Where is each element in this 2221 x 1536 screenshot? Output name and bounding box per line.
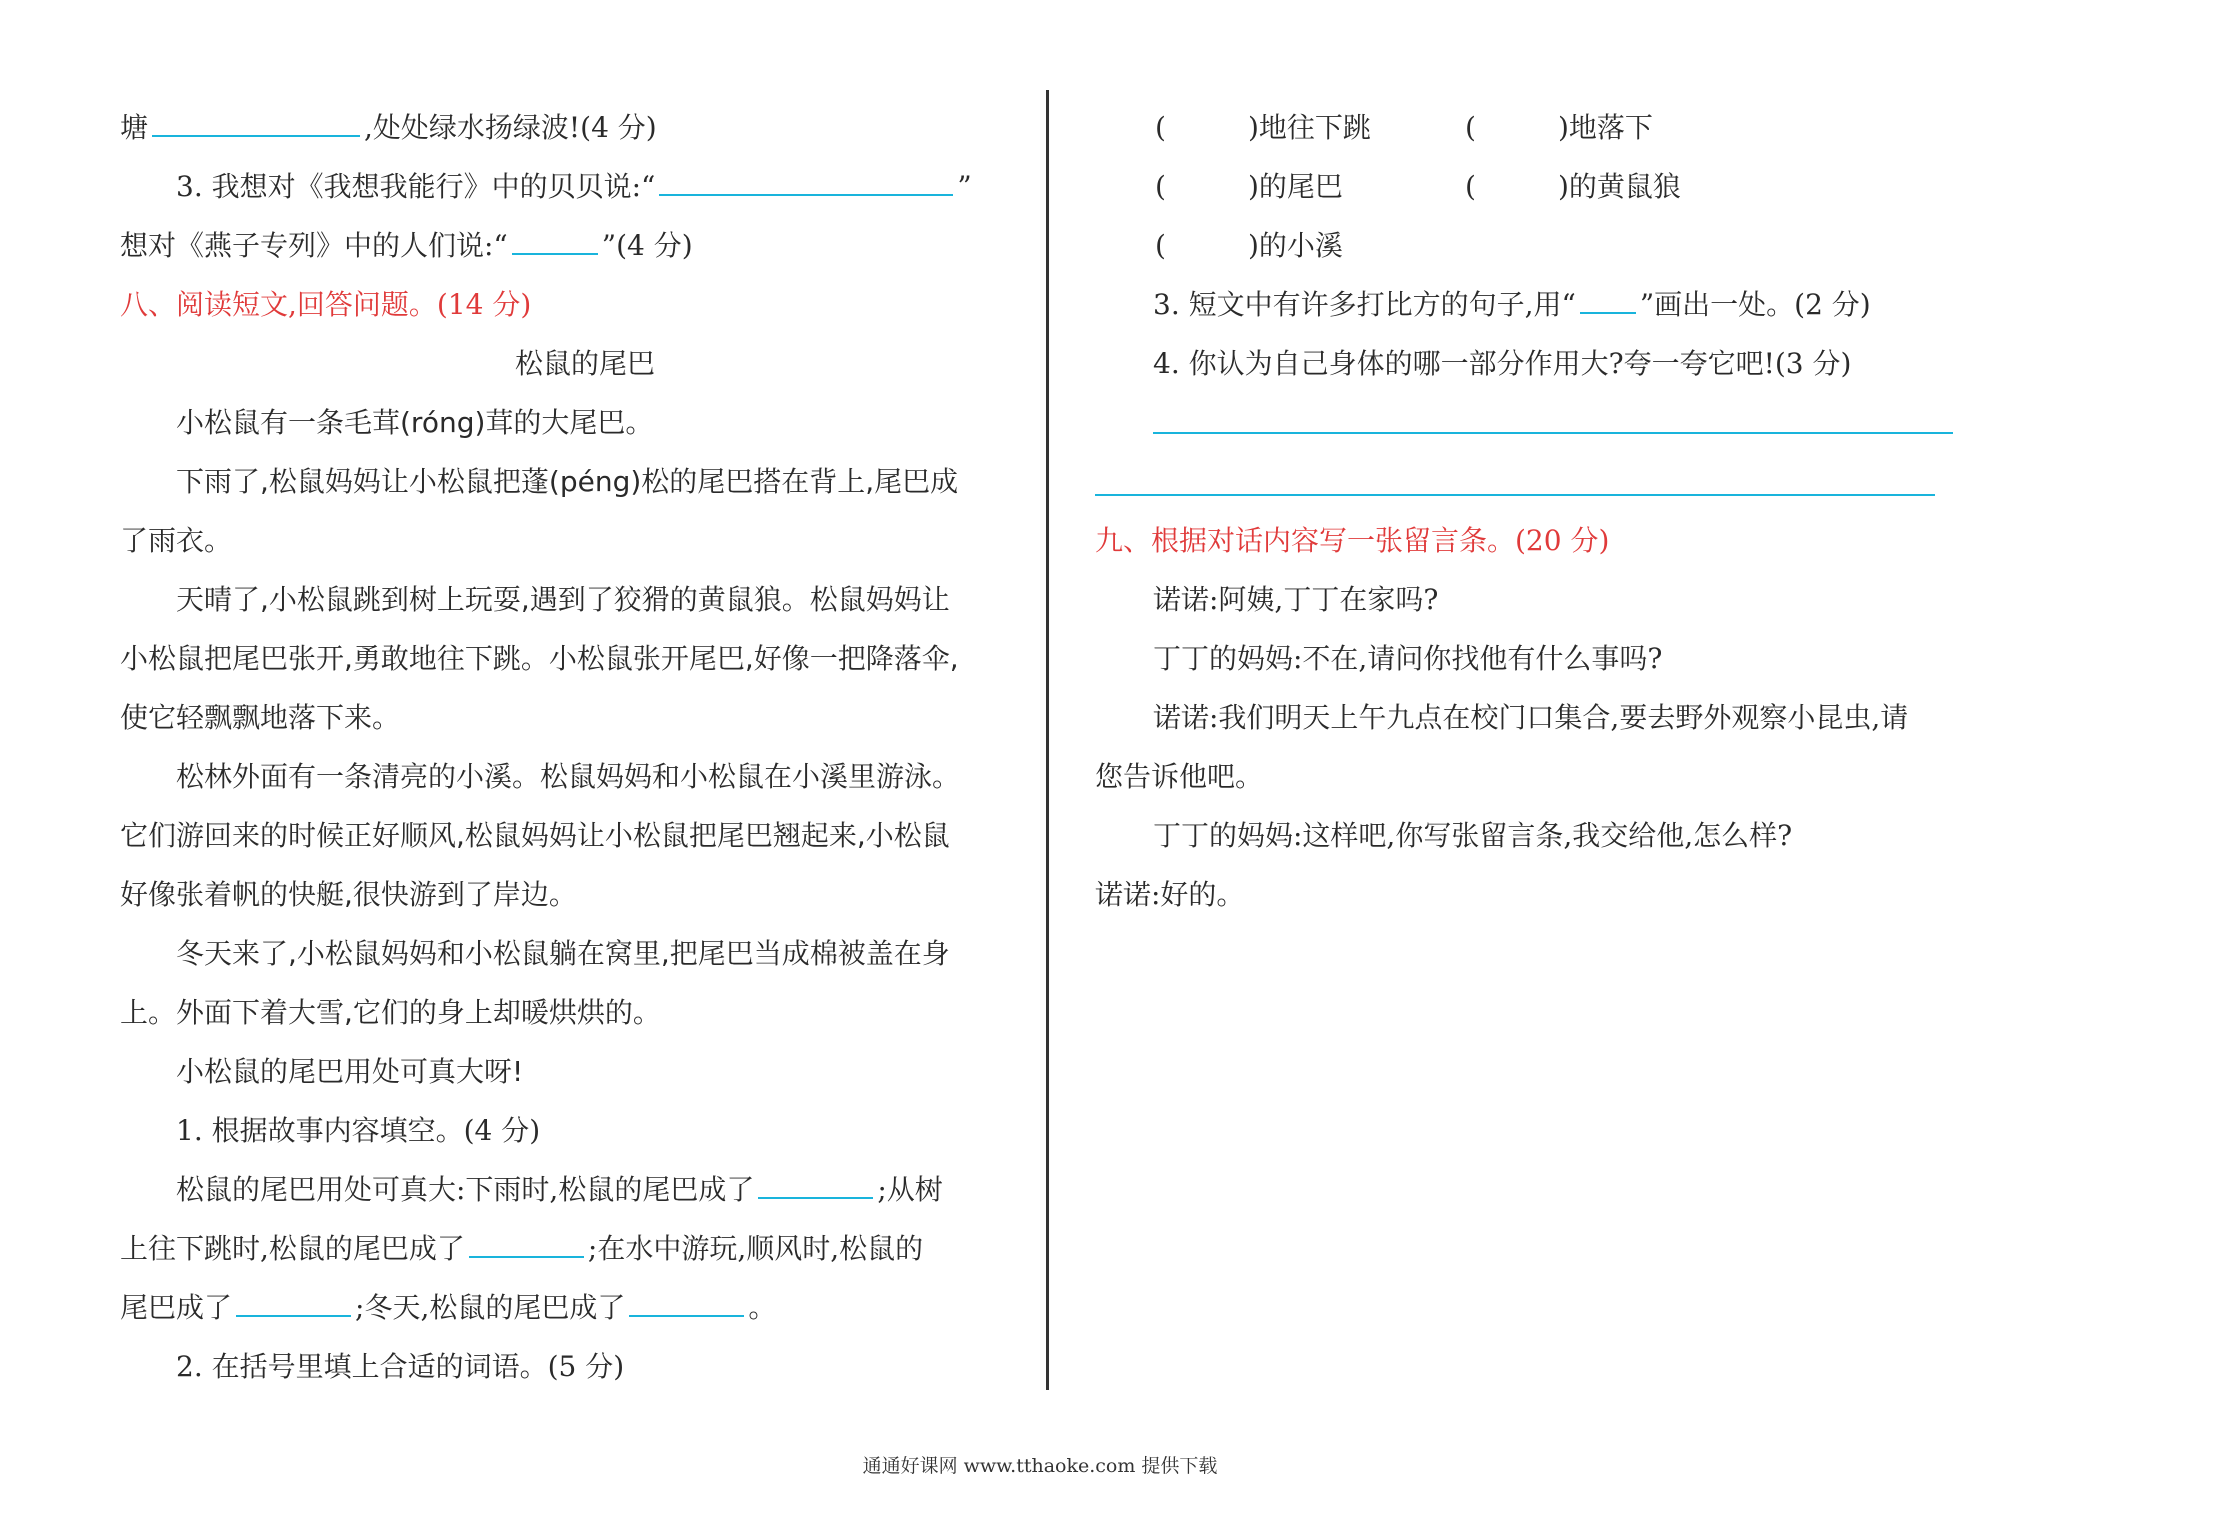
story-paragraph-line: 小松鼠的尾巴用处可真大呀! bbox=[176, 1055, 524, 1088]
story-paragraph-line: 它们游回来的时候正好顺风,松鼠妈妈让小松鼠把尾巴翘起来,小松鼠 bbox=[120, 819, 950, 852]
answer-line[interactable] bbox=[1153, 432, 1953, 434]
story-paragraph-line: 天晴了,小松鼠跳到树上玩耍,遇到了狡猾的黄鼠狼。松鼠妈妈让 bbox=[176, 583, 950, 616]
story-paragraph-line: 小松鼠有一条毛茸(róng)茸的大尾巴。 bbox=[176, 406, 654, 439]
question-3-line-2: 想对《燕子专列》中的人们说:“ ”(4 分) bbox=[120, 229, 693, 262]
dialog-line: 诺诺:好的。 bbox=[1095, 878, 1245, 911]
answer-blank[interactable] bbox=[659, 170, 953, 196]
dialog-line: 丁丁的妈妈:这样吧,你写张留言条,我交给他,怎么样? bbox=[1153, 819, 1793, 852]
answer-blank[interactable] bbox=[629, 1291, 744, 1317]
column-divider bbox=[1046, 90, 1049, 1390]
paren-fill-2: ( )地落下 bbox=[1465, 111, 1653, 144]
question-1-title: 1. 根据故事内容填空。(4 分) bbox=[176, 1114, 541, 1147]
answer-blank[interactable] bbox=[152, 111, 360, 137]
story-paragraph-line: 小松鼠把尾巴张开,勇敢地往下跳。小松鼠张开尾巴,好像一把降落伞, bbox=[120, 642, 959, 675]
dialog-line: 您告诉他吧。 bbox=[1095, 760, 1264, 793]
story-paragraph-line: 了雨衣。 bbox=[120, 524, 233, 557]
paren-fill-5: ( )的小溪 bbox=[1155, 229, 1343, 262]
question-3-title: 3. 短文中有许多打比方的句子,用“ ”画出一处。(2 分) bbox=[1153, 288, 1871, 321]
dialog-line: 诺诺:我们明天上午九点在校门口集合,要去野外观察小昆虫,请 bbox=[1153, 701, 1909, 734]
answer-blank[interactable] bbox=[236, 1291, 351, 1317]
story-title: 松鼠的尾巴 bbox=[515, 347, 656, 380]
question-1-line-2: 上往下跳时,松鼠的尾巴成了 ;在水中游玩,顺风时,松鼠的 bbox=[120, 1232, 924, 1265]
answer-blank[interactable] bbox=[758, 1173, 873, 1199]
story-paragraph-line: 上。外面下着大雪,它们的身上却暖烘烘的。 bbox=[120, 996, 661, 1029]
dialog-line: 诺诺:阿姨,丁丁在家吗? bbox=[1153, 583, 1439, 616]
section-9-title: 九、根据对话内容写一张留言条。(20 分) bbox=[1095, 524, 1610, 557]
paren-fill-1: ( )地往下跳 bbox=[1155, 111, 1371, 144]
story-paragraph-line: 冬天来了,小松鼠妈妈和小松鼠躺在窝里,把尾巴当成棉被盖在身 bbox=[176, 937, 950, 970]
section-8-title: 八、阅读短文,回答问题。(14 分) bbox=[120, 288, 532, 321]
dialog-line: 丁丁的妈妈:不在,请问你找他有什么事吗? bbox=[1153, 642, 1663, 675]
page-footer: 通通好课网 www.tthaoke.com 提供下载 bbox=[862, 1455, 1218, 1477]
question-1-line-3: 尾巴成了 ;冬天,松鼠的尾巴成了 。 bbox=[120, 1291, 777, 1324]
story-paragraph-line: 下雨了,松鼠妈妈让小松鼠把蓬(péng)松的尾巴搭在背上,尾巴成 bbox=[176, 465, 959, 498]
question-3-line: 3. 我想对《我想我能行》中的贝贝说:“ ” bbox=[176, 170, 972, 203]
answer-blank[interactable] bbox=[469, 1232, 584, 1258]
question-2-title: 2. 在括号里填上合适的词语。(5 分) bbox=[176, 1350, 625, 1383]
answer-line[interactable] bbox=[1095, 494, 1935, 496]
story-paragraph-line: 松林外面有一条清亮的小溪。松鼠妈妈和小松鼠在小溪里游泳。 bbox=[176, 760, 961, 793]
story-paragraph-line: 好像张着帆的快艇,很快游到了岸边。 bbox=[120, 878, 577, 911]
question-1-line-1: 松鼠的尾巴用处可真大:下雨时,松鼠的尾巴成了 ;从树 bbox=[176, 1173, 943, 1206]
answer-blank[interactable] bbox=[512, 229, 598, 255]
paren-fill-3: ( )的尾巴 bbox=[1155, 170, 1343, 203]
paren-fill-4: ( )的黄鼠狼 bbox=[1465, 170, 1681, 203]
story-paragraph-line: 使它轻飘飘地落下来。 bbox=[120, 701, 401, 734]
fill-line-1: 塘 ,处处绿水扬绿波!(4 分) bbox=[120, 111, 657, 144]
question-4-title: 4. 你认为自己身体的哪一部分作用大?夸一夸它吧!(3 分) bbox=[1153, 347, 1852, 380]
answer-blank[interactable] bbox=[1580, 288, 1636, 314]
